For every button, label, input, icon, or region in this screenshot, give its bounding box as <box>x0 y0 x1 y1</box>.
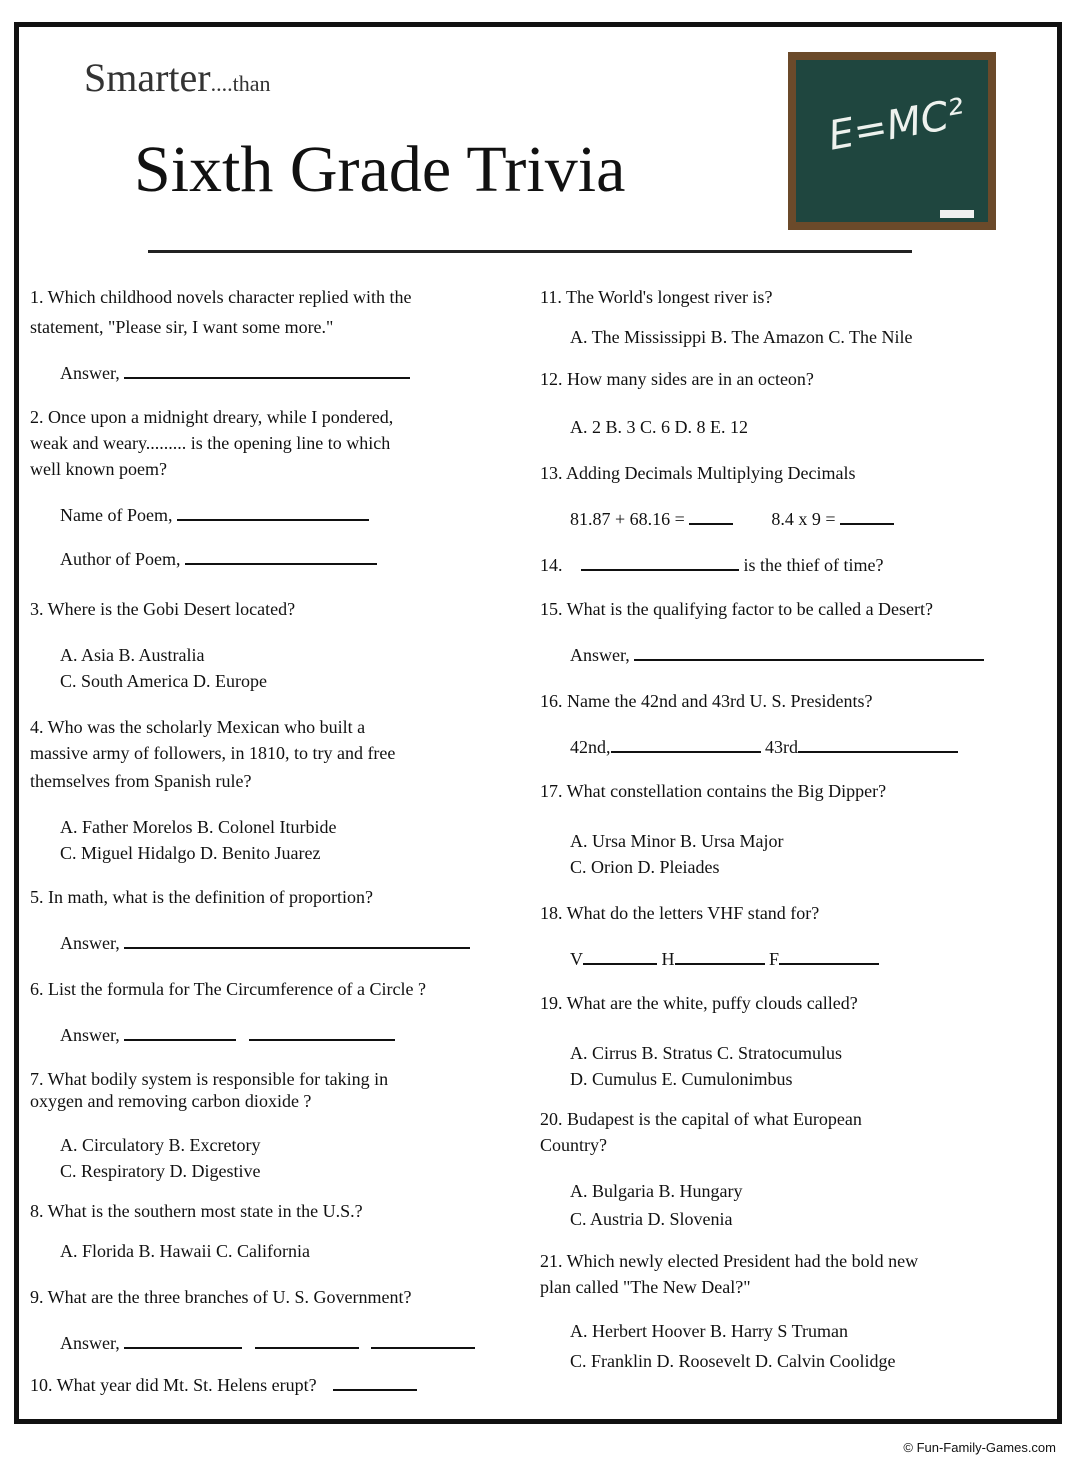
chalk-piece <box>940 210 974 218</box>
name-of-poem-blank[interactable] <box>177 505 369 521</box>
answer-blank-q13-a[interactable] <box>689 509 733 525</box>
question-7-options-2: C. Respiratory D. Digestive <box>60 1161 261 1181</box>
question-18-answers <box>570 948 879 970</box>
question-21-options-2: C. Franklin D. Roosevelt D. Calvin Coolidge <box>570 1351 896 1371</box>
question-17-options-1: A. Ursa Minor B. Ursa Major <box>570 831 784 851</box>
question-3: 3. Where is the Gobi Desert located? <box>30 599 296 619</box>
answer-line-q9 <box>60 1332 475 1354</box>
question-3-options-1: A. Asia B. Australia <box>60 645 205 665</box>
question-10: 10. What year did Mt. St. Helens erupt? <box>30 1375 317 1395</box>
question-2-line-2: weak and weary......... is the opening line to which <box>30 433 391 453</box>
answer-blank-q14[interactable] <box>581 555 739 571</box>
question-5: 5. In math, what is the definition of proportion? <box>30 887 373 907</box>
answer-blank-q5[interactable] <box>124 933 470 949</box>
answer-blank-q18-v[interactable] <box>583 949 657 965</box>
answer-label: Answer, <box>60 1333 120 1353</box>
question-13-problems <box>570 508 894 530</box>
question-21-line-1: 21. Which newly elected President had the bold new <box>540 1251 919 1271</box>
f-label: F <box>769 949 780 969</box>
question-21-line-2: plan called "The New Deal?" <box>540 1277 751 1297</box>
answer-label: Answer, <box>60 363 120 383</box>
question-10-line <box>30 1374 417 1396</box>
question-7-options-1: A. Circulatory B. Excretory <box>60 1135 261 1155</box>
question-6: 6. List the formula for The Circumference of a Circle ? <box>30 979 427 999</box>
answer-label: Answer, <box>570 645 630 665</box>
copyright-footer: © Fun-Family-Games.com <box>903 1440 1056 1455</box>
question-13: 13. Adding Decimals Multiplying Decimals <box>540 463 856 483</box>
question-16-answers <box>570 736 958 758</box>
question-8-options: A. Florida B. Hawaii C. California <box>60 1241 310 1261</box>
question-21-options-1: A. Herbert Hoover B. Harry S Truman <box>570 1321 848 1341</box>
answer-blank-q9-b[interactable] <box>255 1333 359 1349</box>
question-2-line-3: well known poem? <box>30 459 167 479</box>
question-19-options-1: A. Cirrus B. Stratus C. Stratocumulus <box>570 1043 843 1063</box>
name-of-poem-label: Name of Poem, <box>60 505 173 525</box>
question-3-options-2: C. South America D. Europe <box>60 671 267 691</box>
h-label: H <box>661 949 675 969</box>
answer-label: Answer, <box>60 1025 120 1045</box>
answer-blank-q13-b[interactable] <box>840 509 894 525</box>
chalkboard-surface <box>796 60 988 222</box>
smarter-than-heading <box>84 54 271 101</box>
question-20-options-1: A. Bulgaria B. Hungary <box>570 1181 743 1201</box>
answer-line-q1 <box>60 362 410 384</box>
answer-blank-q9-c[interactable] <box>371 1333 475 1349</box>
title-divider <box>148 250 912 253</box>
question-4-options-2: C. Miguel Hidalgo D. Benito Juarez <box>60 843 321 863</box>
answer-blank-q1[interactable] <box>124 363 410 379</box>
question-14-line <box>540 554 883 576</box>
answer-blank-q10[interactable] <box>333 1375 417 1391</box>
smarter-text: Smarter <box>84 55 211 100</box>
question-4-line-1: 4. Who was the scholarly Mexican who built a <box>30 717 366 737</box>
42nd-label: 42nd, <box>570 737 611 757</box>
question-4-line-2: massive army of followers, in 1810, to try and free <box>30 743 396 763</box>
dots-text: .... <box>210 71 233 96</box>
question-4-line-3: themselves from Spanish rule? <box>30 771 252 791</box>
question-1-line-1: 1. Which childhood novels character replied with the <box>30 287 412 307</box>
question-16: 16. Name the 42nd and 43rd U. S. Presidents? <box>540 691 873 711</box>
answer-label: Answer, <box>60 933 120 953</box>
question-7-line-1: 7. What bodily system is responsible for taking in <box>30 1069 389 1089</box>
question-11-options: A. The Mississippi B. The Amazon C. The Nile <box>570 327 913 347</box>
question-20-line-2: Country? <box>540 1135 607 1155</box>
page-title: Sixth Grade Trivia <box>134 133 626 206</box>
answer-line-q5 <box>60 932 470 954</box>
question-1-line-2: statement, "Please sir, I want some more." <box>30 317 334 337</box>
answer-line-q6 <box>60 1024 395 1046</box>
question-18: 18. What do the letters VHF stand for? <box>540 903 820 923</box>
question-17: 17. What constellation contains the Big Dipper? <box>540 781 887 801</box>
answer-blank-q9-a[interactable] <box>124 1333 242 1349</box>
question-2-line-1: 2. Once upon a midnight dreary, while I pondered, <box>30 407 394 427</box>
author-of-poem-line <box>60 548 377 570</box>
answer-line-q15 <box>570 644 984 666</box>
question-9: 9. What are the three branches of U. S. Government? <box>30 1287 412 1307</box>
author-of-poem-label: Author of Poem, <box>60 549 181 569</box>
chalkboard-equation: E=MC² <box>825 90 969 160</box>
43rd-label: 43rd <box>765 737 798 757</box>
question-14: is the thief of time? <box>743 555 884 575</box>
answer-blank-q18-f[interactable] <box>779 949 879 965</box>
question-15: 15. What is the qualifying factor to be called a Desert? <box>540 599 934 619</box>
question-17-options-2: C. Orion D. Pleiades <box>570 857 720 877</box>
multiplying-decimals-problem: 8.4 x 9 = <box>771 509 836 529</box>
answer-blank-q18-h[interactable] <box>675 949 765 965</box>
question-20-options-2: C. Austria D. Slovenia <box>570 1209 733 1229</box>
answer-blank-q16-b[interactable] <box>798 737 958 753</box>
question-19: 19. What are the white, puffy clouds called? <box>540 993 858 1013</box>
question-20-line-1: 20. Budapest is the capital of what European <box>540 1109 862 1129</box>
question-14-number: 14. <box>540 555 563 575</box>
adding-decimals-problem: 81.87 + 68.16 = <box>570 509 685 529</box>
than-text: than <box>232 71 271 96</box>
name-of-poem-line <box>60 504 369 526</box>
answer-blank-q15[interactable] <box>634 645 984 661</box>
answer-blank-q6-b[interactable] <box>249 1025 395 1041</box>
question-4-options-1: A. Father Morelos B. Colonel Iturbide <box>60 817 337 837</box>
chalkboard-image <box>788 52 996 230</box>
author-of-poem-blank[interactable] <box>185 549 377 565</box>
question-8: 8. What is the southern most state in the U.S.? <box>30 1201 363 1221</box>
question-12-options: A. 2 B. 3 C. 6 D. 8 E. 12 <box>570 417 749 437</box>
question-19-options-2: D. Cumulus E. Cumulonimbus <box>570 1069 793 1089</box>
question-11: 11. The World's longest river is? <box>540 287 773 307</box>
v-label: V <box>570 949 583 969</box>
question-7-line-2: oxygen and removing carbon dioxide ? <box>30 1091 312 1111</box>
question-12: 12. How many sides are in an octeon? <box>540 369 814 389</box>
answer-blank-q6-a[interactable] <box>124 1025 236 1041</box>
answer-blank-q16-a[interactable] <box>611 737 761 753</box>
